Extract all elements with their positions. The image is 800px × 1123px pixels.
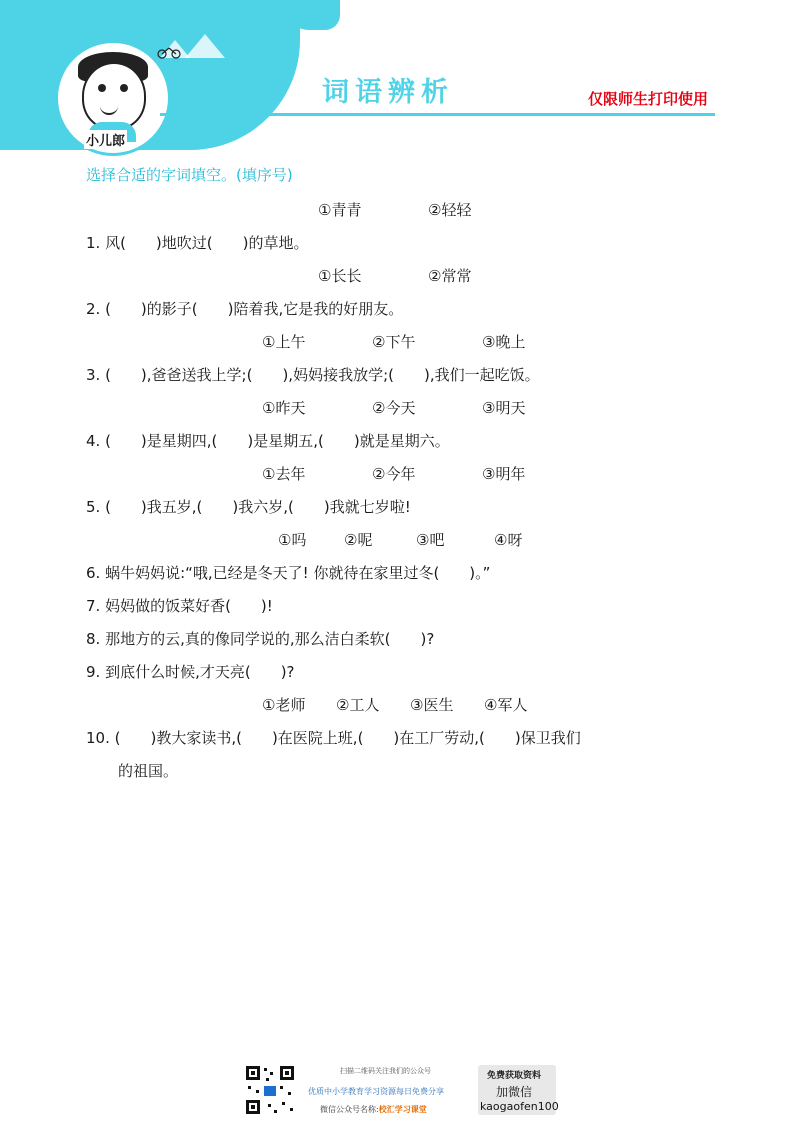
option-row (262, 397, 525, 418)
question-8: 8. 那地方的云,真的像同学说的,那么洁白柔软( )? (86, 630, 435, 648)
option: ②工人 (336, 696, 380, 714)
option-row (318, 265, 471, 286)
option: ②轻轻 (428, 201, 472, 219)
question-2: 2. ( )的影子( )陪着我,它是我的好朋友。 (86, 300, 404, 318)
wechat-box-line1: 免费获取资料 (487, 1071, 542, 1081)
account-name: 校汇学习课堂 (378, 1105, 427, 1114)
question-10-continuation: 的祖国。 (118, 762, 179, 780)
question-10: 10. ( )教大家读书,( )在医院上班,( )在工厂劳动,( )保卫我们 (86, 729, 581, 747)
mountain-bike-icon (150, 30, 250, 60)
option: ①青青 (318, 201, 362, 219)
option-row (262, 331, 525, 352)
option: ②呢 (344, 531, 373, 549)
option: ①长长 (318, 267, 362, 285)
question-6: 6. 蜗牛妈妈说:“哦,已经是冬天了! 你就待在家里过冬( )。” (86, 564, 491, 582)
option-row (262, 463, 525, 484)
option: ①吗 (278, 531, 307, 549)
account-prefix: 微信公众号名称: (320, 1105, 379, 1114)
option: ③明天 (482, 399, 526, 417)
mascot-label: 小儿郎 (84, 130, 127, 149)
option: ④军人 (484, 696, 528, 714)
wechat-box-line3: kaogaofen100 (480, 1100, 559, 1113)
wechat-box-line2: 加微信 (496, 1085, 533, 1099)
question-3: 3. ( ),爸爸送我上学;( ),妈妈接我放学;( ),我们一起吃饭。 (86, 366, 540, 384)
option: ①上午 (262, 333, 306, 351)
option: ②今年 (372, 465, 416, 483)
mascot-eye-left (98, 84, 106, 92)
option: ①老师 (262, 696, 306, 714)
instruction-text: 选择合适的字词填空。(填序号) (86, 166, 293, 184)
option: ①去年 (262, 465, 306, 483)
mascot-eye-right (120, 84, 128, 92)
question-9: 9. 到底什么时候,才天亮( )? (86, 663, 295, 681)
footer-account (320, 1104, 427, 1115)
qr-code-icon (244, 1064, 296, 1116)
option: ③晚上 (482, 333, 526, 351)
title-underline (160, 113, 715, 116)
option: ③吧 (416, 531, 445, 549)
option: ②常常 (428, 267, 472, 285)
question-5: 5. ( )我五岁,( )我六岁,( )我就七岁啦! (86, 498, 411, 516)
option: ④呀 (494, 531, 523, 549)
option-row (318, 199, 471, 220)
print-notice: 仅限师生打印使用 (588, 90, 709, 108)
option: ②下午 (372, 333, 416, 351)
mascot-boy-icon (82, 62, 146, 130)
page-title: 词语辨析 (322, 77, 454, 108)
option-row (278, 529, 522, 550)
option-row (262, 694, 527, 715)
question-4: 4. ( )是星期四,( )是星期五,( )就是星期六。 (86, 432, 450, 450)
footer-slogan: 优质中小学教育学习资源每日免费分享 (308, 1087, 444, 1096)
option: ③明年 (482, 465, 526, 483)
qr-caption: 扫描二维码关注我们的公众号 (340, 1067, 431, 1075)
question-1: 1. 风( )地吹过( )的草地。 (86, 234, 309, 252)
option: ①昨天 (262, 399, 306, 417)
question-7: 7. 妈妈做的饭菜好香( )! (86, 597, 273, 615)
option: ②今天 (372, 399, 416, 417)
option: ③医生 (410, 696, 454, 714)
